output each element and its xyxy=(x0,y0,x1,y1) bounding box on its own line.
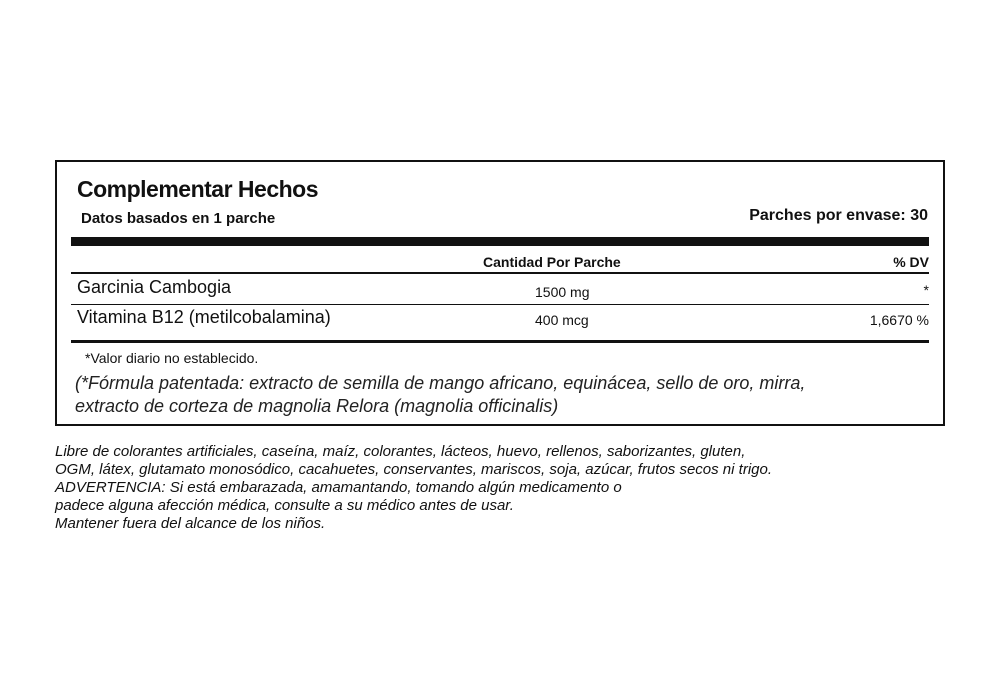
proprietary-formula xyxy=(75,372,935,418)
allergen-warning-notes xyxy=(55,443,955,533)
bottom-divider xyxy=(71,340,929,343)
supplement-facts-panel xyxy=(55,160,945,426)
ingredient-dv: 1,6670 % xyxy=(869,312,929,328)
note-line: OGM, látex, glutamato monosódico, cacahuetes, conservantes, mariscos, soja, azúcar, frutos secos ni trigo. xyxy=(55,461,772,478)
panel-title: Complementar Hechos xyxy=(77,176,319,202)
formula-line: extracto de corteza de magnolia Relora (magnolia officinalis) xyxy=(75,396,559,416)
header-daily-value: % DV xyxy=(893,254,929,270)
header-amount: Cantidad Por Parche xyxy=(483,254,621,270)
note-line: padece alguna afección médica, consulte a su médico antes de usar. xyxy=(55,497,514,514)
formula-line: (*Fórmula patentada: extracto de semilla de mango africano, equinácea, sello de oro, mirra, xyxy=(75,373,806,393)
dv-footnote: *Valor diario no establecido. xyxy=(85,350,259,366)
note-line: Libre de colorantes artificiales, caseína, maíz, colorantes, lácteos, huevo, rellenos, saborizantes, gluten, xyxy=(55,443,746,460)
thick-divider xyxy=(71,237,929,246)
row-divider xyxy=(71,304,929,305)
ingredient-name: Vitamina B12 (metilcobalamina) xyxy=(77,307,331,327)
ingredient-amount: 1500 mg xyxy=(535,284,590,300)
servings-per-container: Parches por envase: 30 xyxy=(749,207,928,224)
ingredient-dv: * xyxy=(923,282,929,298)
note-line: ADVERTENCIA: Si está embarazada, amamantando, tomando algún medicamento o xyxy=(55,479,622,496)
header-divider xyxy=(71,272,929,274)
note-line: Mantener fuera del alcance de los niños. xyxy=(55,515,326,532)
ingredient-amount: 400 mcg xyxy=(535,312,589,328)
serving-size: Datos basados en 1 parche xyxy=(81,210,276,227)
ingredient-name: Garcinia Cambogia xyxy=(77,277,232,297)
